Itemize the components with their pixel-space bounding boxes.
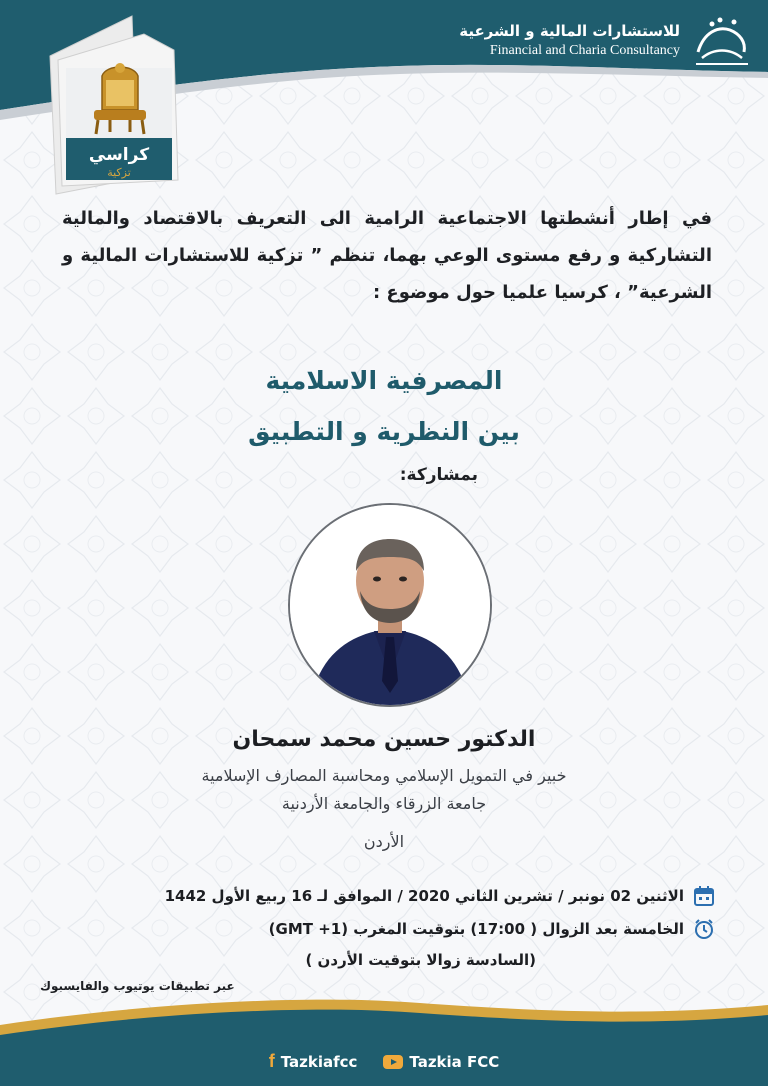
event-time-local: (السادسة زوالا بتوقيت الأردن ) xyxy=(305,951,536,969)
event-time-row xyxy=(269,917,716,941)
event-date: الاثنين 02 نونبر / تشرين الثاني 2020 / الموافق لـ 16 ربيع الأول 1442 xyxy=(164,887,684,905)
topic-title-line1: المصرفية الاسلامية xyxy=(265,366,503,395)
booklet-title: كراسي xyxy=(88,145,150,165)
speaker-name: الدكتور حسين محمد سمحان xyxy=(232,727,536,752)
booklet-subtitle: تزكية xyxy=(107,166,131,179)
brand-header xyxy=(459,12,754,70)
participation-label: بمشاركة: xyxy=(399,465,478,485)
brand-name-english: Financial and Charia Consultancy xyxy=(489,43,680,58)
alarm-clock-icon xyxy=(692,917,716,941)
event-time: الخامسة بعد الزوال ( 17:00) بتوقيت المغرب (GMT +1) xyxy=(268,920,684,938)
speaker-affiliation: جامعة الزرقاء والجامعة الأردنية xyxy=(281,794,487,813)
speaker-portrait-icon xyxy=(290,505,490,705)
brand-name-arabic: للاستشارات المالية و الشرعية xyxy=(459,22,680,40)
speaker-country: الأردن xyxy=(363,832,405,851)
intro-paragraph: في إطار أنشطتها الاجتماعية الرامية الى التعريف بالاقتصاد والمالية التشاركية و رفع مستوى الوعي بهما، تنظم ” تزكية للاستشارات المالية و الشرعية” ، كرسيا علميا حول موضوع : xyxy=(62,208,712,303)
youtube-link[interactable] xyxy=(383,1053,499,1071)
calendar-icon xyxy=(692,884,716,908)
footer-band xyxy=(0,995,768,1086)
social-links xyxy=(0,1051,768,1072)
facebook-handle: Tazkiafcc xyxy=(280,1052,358,1071)
event-date-row xyxy=(165,884,716,908)
tazkia-logo-icon xyxy=(690,12,754,70)
youtube-handle: Tazkia FCC xyxy=(409,1052,500,1071)
facebook-icon: f xyxy=(268,1051,275,1071)
event-platforms: عبر تطبيقات يوتيوب والفايسبوك xyxy=(40,979,235,993)
speaker-title: خبير في التمويل الإسلامي ومحاسبة المصارف الإسلامية xyxy=(201,766,567,785)
speaker-photo xyxy=(288,503,492,707)
brand-text xyxy=(459,21,680,61)
topic-title-line2: بين النظرية و التطبيق xyxy=(248,417,520,446)
youtube-icon xyxy=(383,1054,403,1070)
facebook-link[interactable] xyxy=(269,1051,358,1072)
kursi-booklet-logo xyxy=(44,10,184,195)
